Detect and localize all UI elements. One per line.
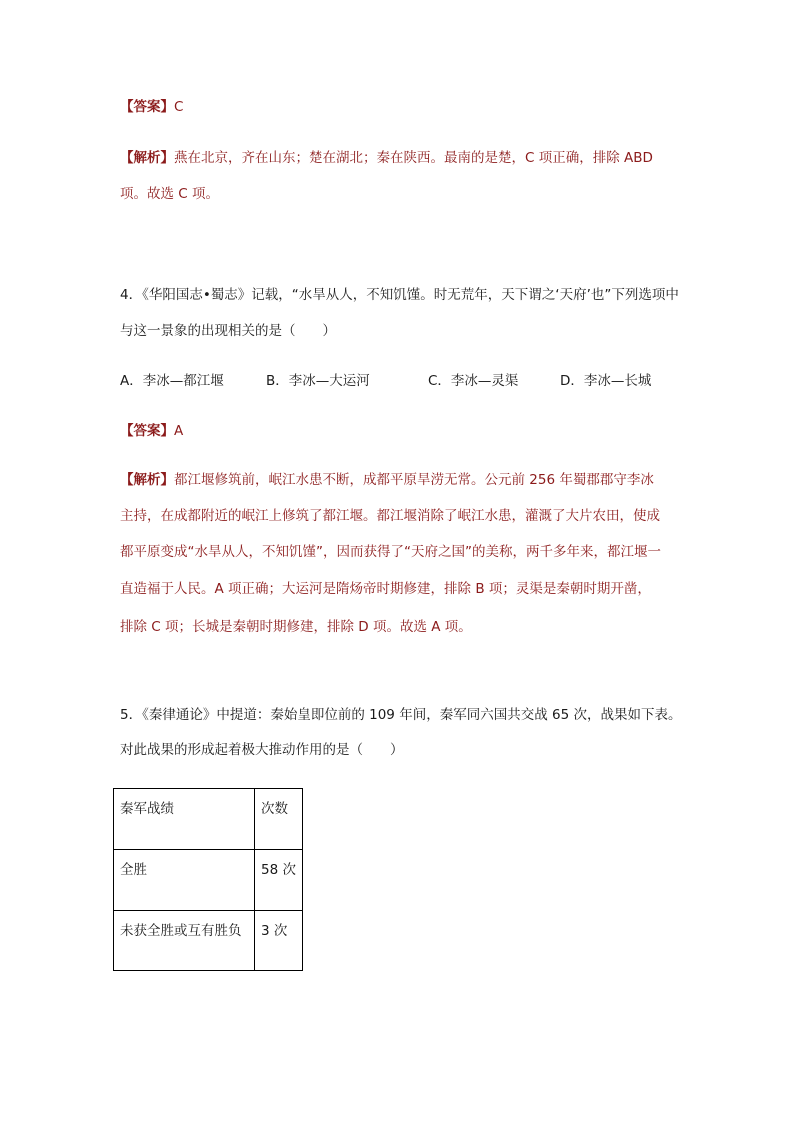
q3-answer-value: C: [174, 99, 184, 115]
table-row: [114, 850, 303, 911]
q4-analysis-line-1: [120, 470, 654, 490]
table-header-cell: 次数: [255, 789, 303, 850]
q5-result-table: [113, 788, 303, 971]
q4-analysis-line-3: 都平原变成“水旱从人，不知饥馑”，因而获得了“天府之国”的美称，两千多年来，都江堰一: [120, 544, 661, 560]
q4-stem-line-1: 4．《华阳国志•蜀志》记载，“水旱从人，不知饥馑。时无荒年，天下谓之‘天府’也”下列选项中: [120, 287, 679, 303]
q3-answer-tag: 【答案】: [120, 99, 174, 115]
q4-analysis-line-4: 直造福于人民。A 项正确；大运河是隋炀帝时期修建，排除 B 项；灵渠是秦朝时期开凿，: [120, 581, 651, 597]
q5-stem-line-1: 5．《秦律通论》中提道：秦始皇即位前的 109 年间，秦军同六国共交战 65 次，战果如下表。: [120, 707, 682, 723]
table-header-row: [114, 789, 303, 850]
q5-stem-line-2: 对此战果的形成起着极大推动作用的是（ ）: [120, 742, 404, 758]
table-cell: 全胜: [114, 850, 255, 911]
q3-analysis-line-1: [120, 148, 653, 168]
table-header-cell: 秦军战绩: [114, 789, 255, 850]
q4-option-b: B．李冰—大运河: [266, 373, 370, 389]
q4-analysis-line-5: 排除 C 项；长城是秦朝时期修建，排除 D 项。故选 A 项。: [120, 619, 472, 635]
q4-option-a: A．李冰—都江堰: [120, 373, 224, 389]
table-row: [114, 911, 303, 971]
q4-option-c: C．李冰—灵渠: [428, 373, 519, 389]
q3-analysis-line-2: 项。故选 C 项。: [120, 186, 220, 202]
table-cell: 未获全胜或互有胜负: [114, 911, 255, 971]
q4-answer-value: A: [174, 423, 184, 439]
table-cell: 58 次: [255, 850, 303, 911]
q3-analysis-tag: 【解析】: [120, 150, 174, 166]
q4-analysis-line-2: 主持，在成都附近的岷江上修筑了都江堰。都江堰消除了岷江水患，灌溉了大片农田，使成: [120, 508, 660, 524]
q4-analysis-tag: 【解析】: [120, 472, 174, 488]
q3-analysis-text-1: 燕在北京，齐在山东；楚在湖北；秦在陕西。最南的是楚，C 项正确，排除 ABD: [174, 150, 653, 166]
q4-analysis-text-1: 都江堰修筑前，岷江水患不断，成都平原旱涝无常。公元前 256 年蜀郡郡守李冰: [174, 472, 654, 488]
q4-option-d: D．李冰—长城: [560, 373, 652, 389]
q4-answer-line: [120, 421, 183, 441]
q3-answer-line: [120, 97, 183, 117]
table-cell: 3 次: [255, 911, 303, 971]
q4-stem-line-2: 与这一景象的出现相关的是（ ）: [120, 323, 336, 339]
q4-answer-tag: 【答案】: [120, 423, 174, 439]
